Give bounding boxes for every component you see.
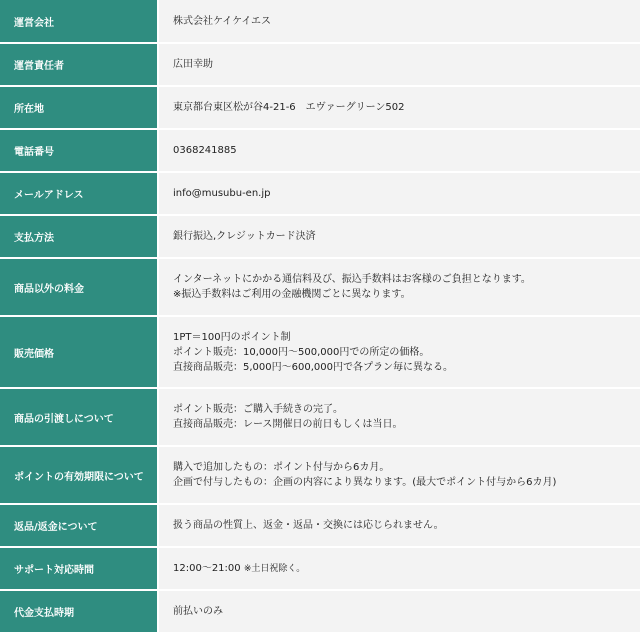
row-value-line: 0368241885 bbox=[173, 145, 237, 156]
row-additional-fees bbox=[0, 258, 640, 316]
email-address[interactable]: info@musubu-en.jp bbox=[173, 188, 271, 199]
row-value bbox=[158, 86, 640, 129]
row-value-line: 東京都台東区松が谷4-21-6 エヴァーグリーン502 bbox=[173, 102, 405, 113]
row-value-line: 直接商品販売：レース開催日の前日もしくは当日。 bbox=[173, 419, 403, 430]
row-value-line: ポイント販売：ご購入手続きの完了。 bbox=[173, 404, 343, 415]
row-responsible-person bbox=[0, 43, 640, 86]
row-label: 電話番号 bbox=[0, 129, 158, 172]
row-value-line: 扱う商品の性質上、返金・返品・交換には応じられません。 bbox=[173, 520, 444, 531]
row-label: 所在地 bbox=[0, 86, 158, 129]
row-value bbox=[158, 446, 640, 504]
row-label: 代金支払時期 bbox=[0, 590, 158, 633]
row-email bbox=[0, 172, 640, 215]
row-value-line bbox=[173, 561, 632, 577]
row-label: 支払方法 bbox=[0, 215, 158, 258]
row-delivery bbox=[0, 388, 640, 446]
support-hours-time: 12:00〜21:00 bbox=[173, 562, 241, 574]
row-label: 運営責任者 bbox=[0, 43, 158, 86]
row-value bbox=[158, 388, 640, 446]
row-value bbox=[158, 504, 640, 547]
row-label: サポート対応時間 bbox=[0, 547, 158, 590]
row-value-line: 銀行振込,クレジットカード決済 bbox=[173, 231, 316, 242]
row-value-line: 1PT＝100円のポイント制 bbox=[173, 331, 291, 343]
row-phone bbox=[0, 129, 640, 172]
row-price bbox=[0, 316, 640, 388]
row-value bbox=[158, 547, 640, 590]
row-value bbox=[158, 590, 640, 633]
row-value bbox=[158, 0, 640, 43]
row-value-line: 広田幸助 bbox=[173, 59, 213, 70]
row-label: 商品以外の料金 bbox=[0, 258, 158, 316]
row-label: 販売価格 bbox=[0, 316, 158, 388]
row-payment-method bbox=[0, 215, 640, 258]
row-label: ポイントの有効期限について bbox=[0, 446, 158, 504]
row-support-hours bbox=[0, 547, 640, 590]
row-value bbox=[158, 215, 640, 258]
row-value-line: 直接商品販売：5,000円〜600,000円で各プラン毎に異なる。 bbox=[173, 361, 453, 373]
row-value-line: 株式会社ケイケイエス bbox=[173, 15, 271, 27]
row-operating-company bbox=[0, 0, 640, 43]
row-value-line: ポイント販売：10,000円〜500,000円での所定の価格。 bbox=[173, 346, 430, 358]
row-value bbox=[158, 316, 640, 388]
row-value-line: 企画で付与したもの：企画の内容により異なります。(最大でポイント付与から6カ月) bbox=[173, 477, 557, 488]
row-value-line: ※振込手数料はご利用の金融機関ごとに異なります。 bbox=[173, 289, 411, 300]
support-hours-note: ※土日祝除く。 bbox=[243, 563, 306, 574]
row-value bbox=[158, 129, 640, 172]
row-point-expiry bbox=[0, 446, 640, 504]
row-value-line: 購入で追加したもの：ポイント付与から6カ月。 bbox=[173, 462, 390, 473]
row-label: 返品/返金について bbox=[0, 504, 158, 547]
row-value-line: 前払いのみ bbox=[173, 606, 223, 617]
row-address bbox=[0, 86, 640, 129]
row-value-line: インターネットにかかる通信料及び、振込手数料はお客様のご負担となります。 bbox=[173, 274, 531, 285]
row-label: メールアドレス bbox=[0, 172, 158, 215]
row-value bbox=[158, 43, 640, 86]
row-payment-timing bbox=[0, 590, 640, 633]
row-value bbox=[158, 172, 640, 215]
row-label: 商品の引渡しについて bbox=[0, 388, 158, 446]
row-returns bbox=[0, 504, 640, 547]
row-value bbox=[158, 258, 640, 316]
row-label: 運営会社 bbox=[0, 0, 158, 43]
